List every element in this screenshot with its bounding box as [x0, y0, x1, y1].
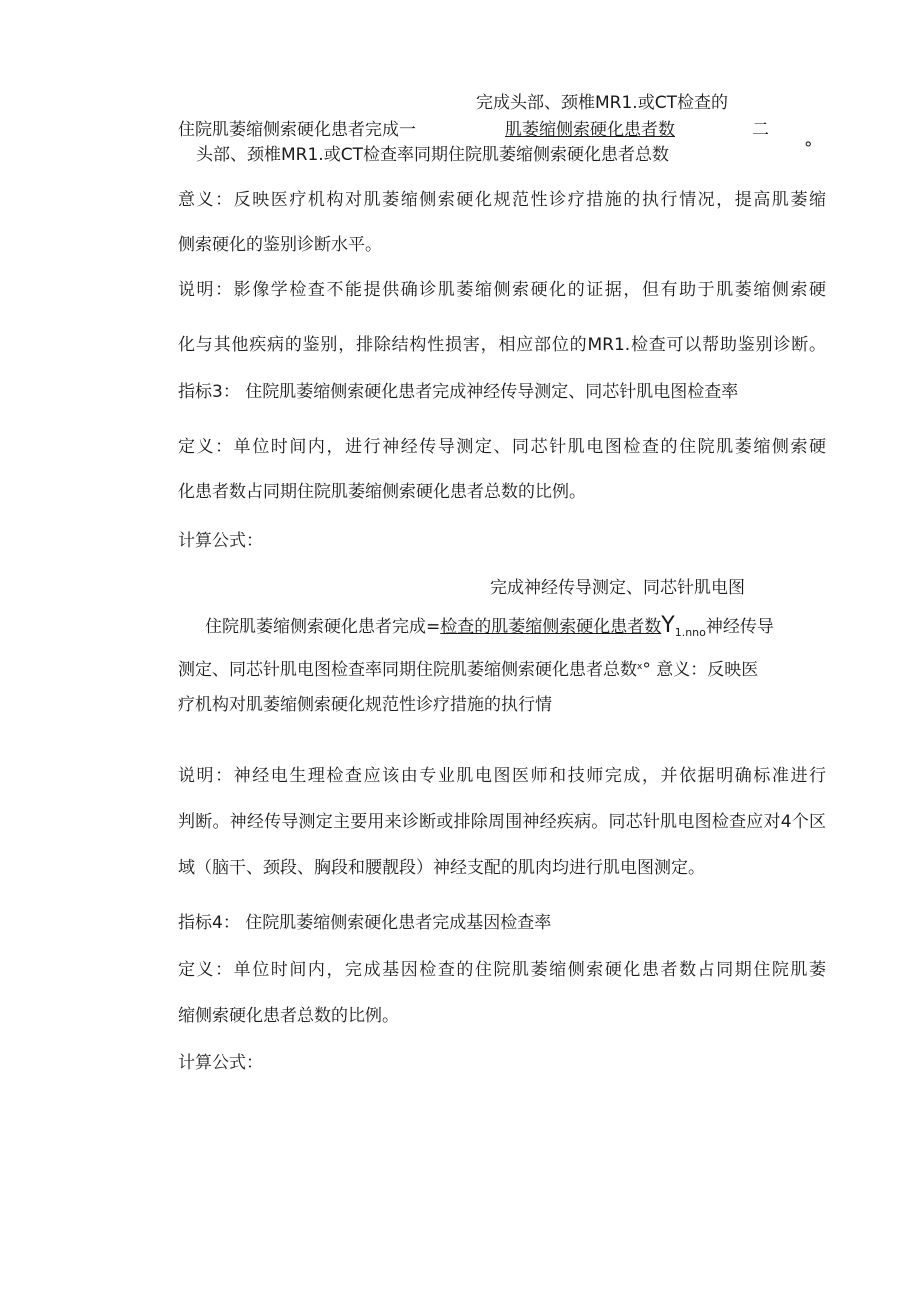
note2-line2: 化与其他疾病的鉴别，排除结构性损害，相应部位的MR1.检查可以帮助鉴别诊断。: [178, 335, 826, 355]
calc3-label: 计算公式：: [178, 531, 263, 551]
formula3-meaning: ° 意义：反映医: [642, 660, 759, 680]
def4-line1: 定义：单位时间内，完成基因检查的住院肌萎缩侧索硬化患者数占同期住院肌萎: [178, 960, 826, 980]
indicator3-heading: 指标3： 住院肌萎缩侧索硬化患者完成神经传导测定、同芯针肌电图检查率: [178, 382, 739, 402]
formula2-numerator: 完成头部、颈椎MR1.或CT检查的: [476, 93, 728, 113]
note3-line1: 说明：神经电生理检查应该由专业肌电图医师和技师完成，并依据明确标准进行: [178, 766, 826, 786]
def3-line2: 化患者数占同期住院肌萎缩侧索硬化患者总数的比例。: [178, 482, 586, 502]
formula3-after: 神经传导: [705, 617, 774, 637]
meaning2-line2: 侧索硬化的鉴别诊断水平。: [178, 235, 382, 255]
formula3-lhs: 住院肌萎缩侧索硬化患者完成=: [205, 617, 441, 637]
note3-line3: 域（脑干、颈段、胸段和腰靓段）神经支配的肌肉均进行肌电图测定。: [178, 858, 705, 878]
meaning2-line1: 意义：反映医疗机构对肌萎缩侧索硬化规范性诊疗措施的执行情况，提高肌萎缩: [178, 190, 826, 210]
note2-line1: 说明：影像学检查不能提供确诊肌萎缩侧索硬化的证据，但有助于肌萎缩侧索硬: [178, 280, 826, 300]
formula3-line2: [178, 656, 758, 681]
calc4-label: 计算公式：: [178, 1053, 263, 1073]
formula2-lhs: 住院肌萎缩侧索硬化患者完成一: [178, 120, 416, 140]
formula2-denominator: 头部、颈椎MR1.或CT检查率同期住院肌萎缩侧索硬化患者总数: [196, 145, 669, 165]
formula3-numerator: 完成神经传导测定、同芯针肌电图: [490, 578, 745, 598]
def4-line2: 缩侧索硬化患者总数的比例。: [178, 1006, 399, 1026]
formula3-denominator: 测定、同芯针肌电图检查率同期住院肌萎缩侧索硬化患者总数: [178, 660, 637, 680]
formula2-tail: °: [804, 139, 813, 159]
formula2-equals: 二: [752, 120, 769, 140]
indicator4-heading: 指标4： 住院肌萎缩侧索硬化患者完成基因检查率: [178, 913, 552, 933]
def3-line1: 定义：单位时间内，进行神经传导测定、同芯针肌电图检查的住院肌萎缩侧索硬: [178, 437, 826, 457]
formula3-line1: [205, 615, 774, 644]
formula2-numerator2: 肌萎缩侧索硬化患者数: [505, 120, 675, 140]
formula3-y: Y: [661, 613, 675, 638]
formula3-line3: 疗机构对肌萎缩侧索硬化规范性诊疗措施的执行情: [178, 695, 552, 715]
note3-line2: 判断。神经传导测定主要用来诊断或排除周围神经疾病。同芯针肌电图检查应对4个区: [178, 812, 826, 832]
formula3-ysub: 1.nno: [674, 626, 706, 639]
formula3-numerator2: 检查的肌萎缩侧索硬化患者数: [440, 617, 662, 637]
formula3-sup: x: [637, 662, 643, 672]
